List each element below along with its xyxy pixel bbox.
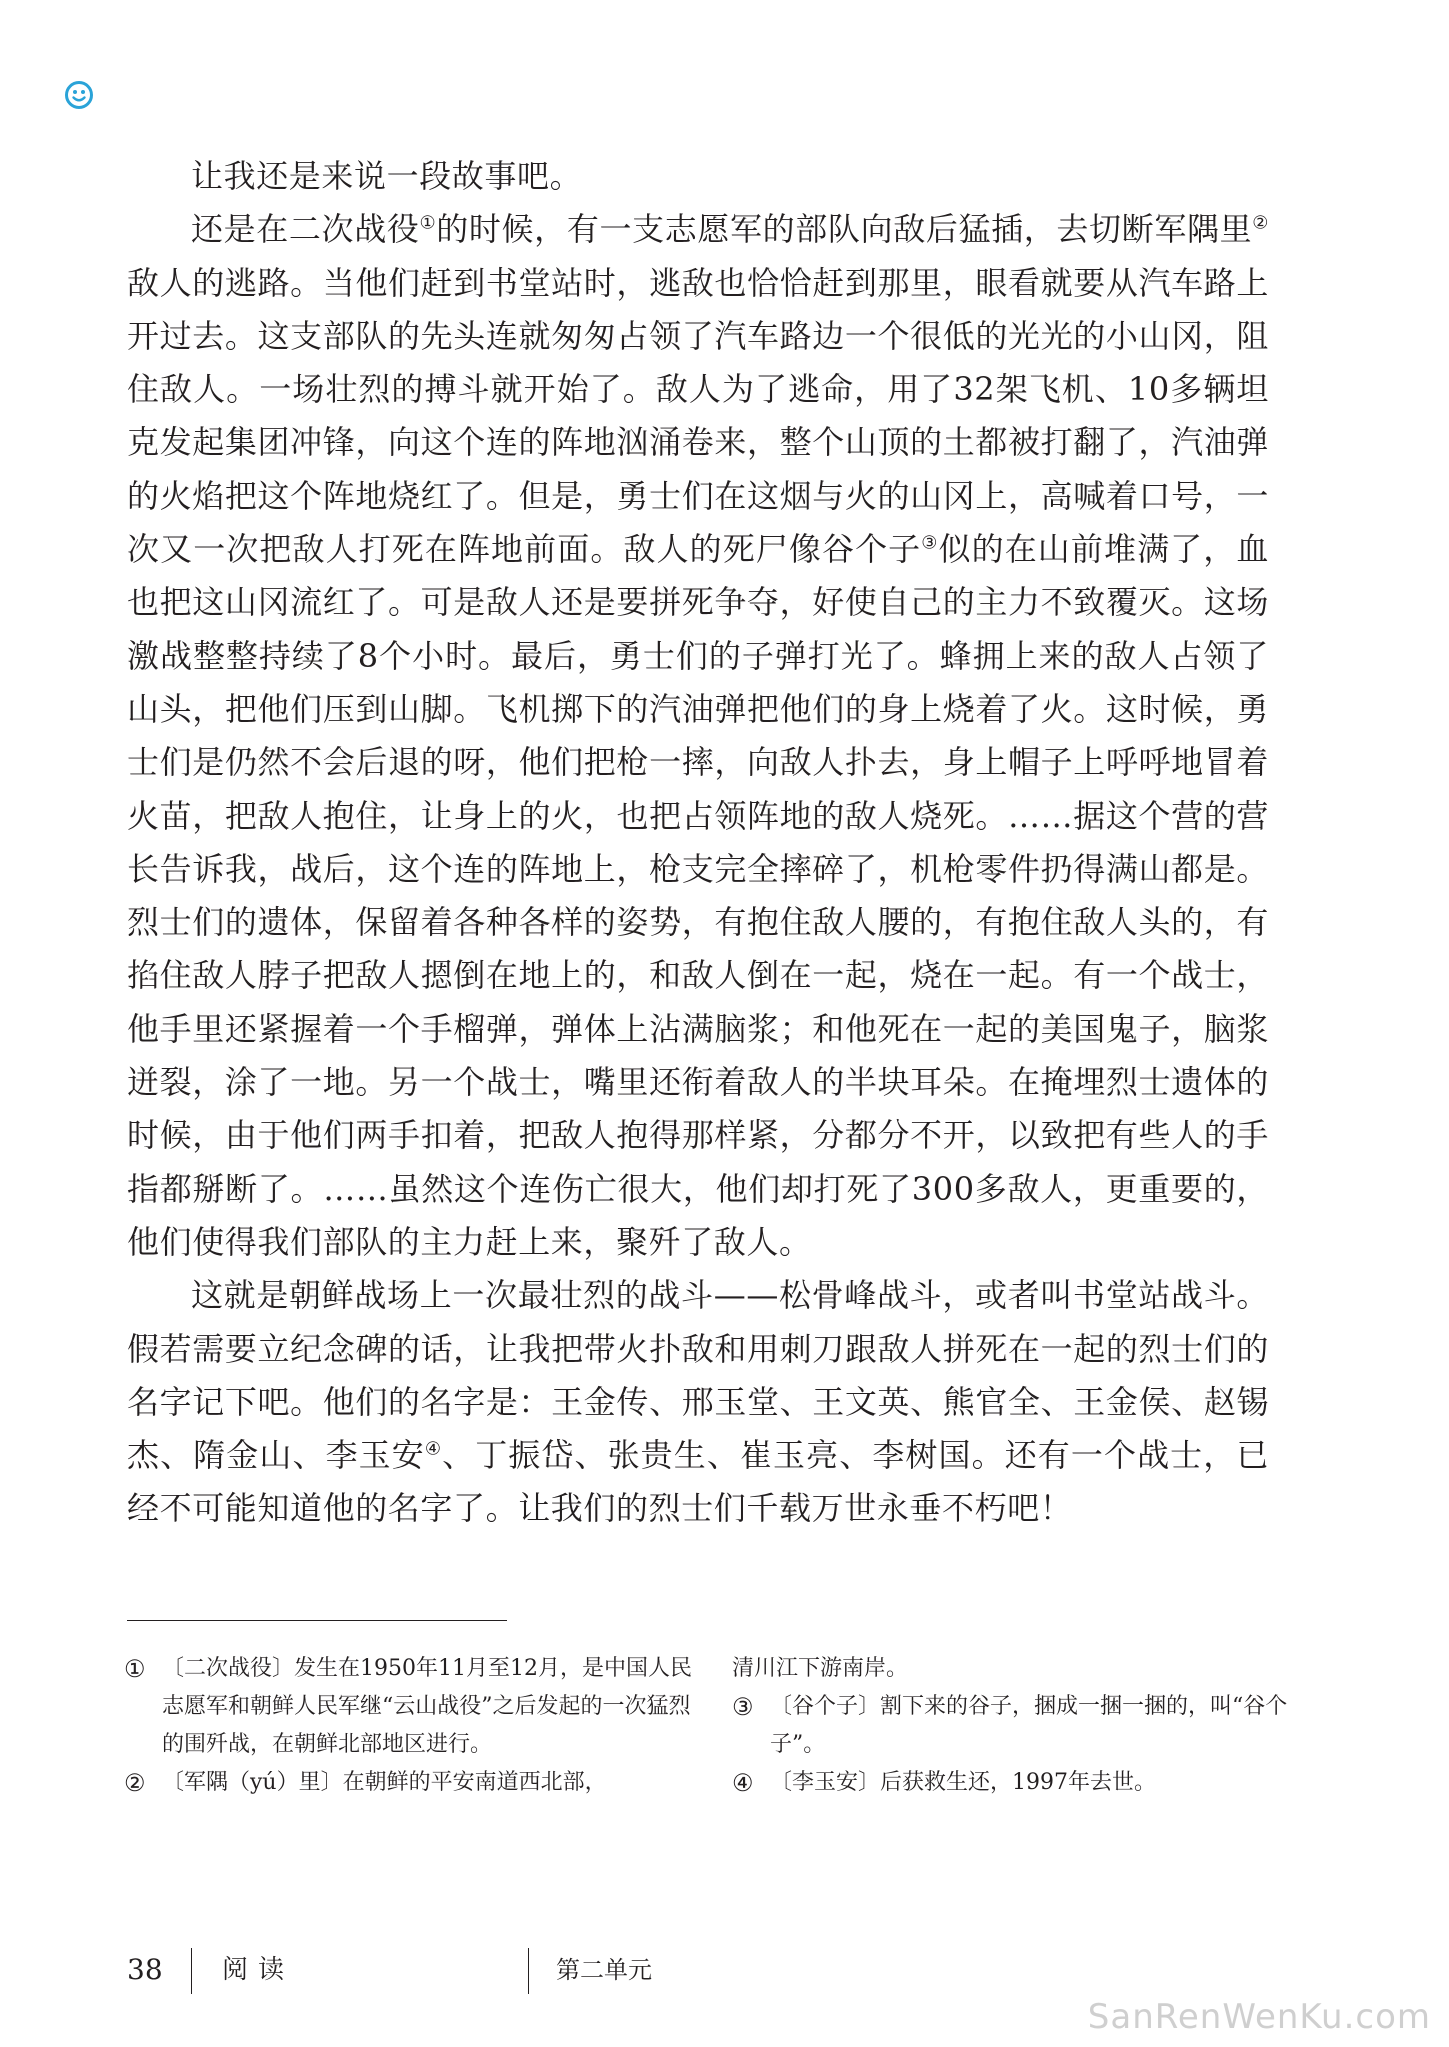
footnotes-left-column — [124, 1650, 694, 1802]
footnote-ref: ① — [419, 212, 437, 234]
footnote-ref: ④ — [424, 1438, 443, 1460]
paragraph-text: 、丁振岱、张贵生、崔玉亮、李树国。还有一个战士，已经不可能知道他的名字了。让我们的烈士们千载万世永垂不朽吧！ — [127, 1436, 1269, 1528]
footnote-mark: ③ — [732, 1693, 754, 1721]
footer-divider — [191, 1948, 192, 1994]
footnote — [732, 1688, 1302, 1764]
footnote-text: 〔军隅（yú）里〕在朝鲜的平安南道西北部， — [162, 1770, 607, 1795]
page-number: 38 — [127, 1953, 163, 1986]
smiley-icon — [64, 80, 94, 110]
footnote-text: 〔谷个子〕割下来的谷子，捆成一捆一捆的，叫“谷个子”。 — [770, 1694, 1288, 1757]
footnote-continuation: 清川江下游南岸。 — [732, 1656, 909, 1681]
footnote-divider — [127, 1620, 507, 1621]
paragraph-text: 的时候，有一支志愿军的部队向敌后猛插，去切断军隅里 — [436, 210, 1253, 249]
article-body — [127, 150, 1269, 1536]
paragraph-text: 还是在二次战役 — [191, 210, 420, 249]
footnote-ref: ② — [1252, 212, 1269, 234]
paragraph-text: 这就是朝鲜战场上一次最壮烈的战斗——松骨峰战斗，或者叫书堂站战斗。假若需要立纪念碑的话，让我把带火扑敌和用刺刀跟敌人拼死在一起的烈士们的名字记下吧。他们的名字是：王金传、邢玉堂、王文英、熊官全、王金侯、赵锡杰、隋金山、李玉安 — [127, 1276, 1269, 1475]
footnote — [124, 1650, 694, 1764]
footnote-text: 〔二次战役〕发生在1950年11月至12月，是中国人民志愿军和朝鲜人民军继“云山战役”之后发起的一次猛烈的围歼战，在朝鲜北部地区进行。 — [162, 1656, 692, 1757]
body-paragraph — [127, 203, 1269, 1269]
section-label: 阅读 — [222, 1955, 295, 1985]
body-paragraph — [127, 150, 1269, 203]
watermark: SanRenWenKu.com — [1087, 1997, 1431, 2037]
paragraph-text: 似的在山前堆满了，血也把这山冈流红了。可是敌人还是要拼死争夺，好使自己的主力不致覆灭。这场激战整整持续了8个小时。最后，勇士们的子弹打光了。蜂拥上来的敌人占领了山头，把他们压到山脚。飞机掷下的汽油弹把他们的身上烧着了火。这时候，勇士们是仍然不会后退的呀，他们把枪一摔，向敌人扑去，身上帽子上呼呼地冒着火苗，把敌人抱住，让身上的火，也把占领阵地的敌人烧死。……据这个营的营长告诉我，战后，这个连的阵地上，枪支完全摔碎了，机枪零件扔得满山都是。烈士们的遗体，保留着各种各样的姿势，有抱住敌人腰的，有抱住敌人头的，有掐住敌人脖子把敌人摁倒在地上的，和敌人倒在一起，烧在一起。有一个战士，他手里还紧握着一个手榴弹，弹体上沾满脑浆；和他死在一起的美国鬼子，脑浆迸裂，涂了一地。另一个战士，嘴里还衔着敌人的半块耳朵。在掩埋烈士遗体的时候，由于他们两手扣着，把敌人抱得那样紧，分都分不开，以致把有些人的手指都掰断了。……虽然这个连伤亡很大，他们却打死了300多敌人，更重要的，他们使得我们部队的主力赶上来，聚歼了敌人。 — [127, 530, 1269, 1261]
footnote-ref: ③ — [921, 532, 939, 554]
footnote-mark: ④ — [732, 1769, 754, 1797]
footnote-text: 〔李玉安〕后获救生还，1997年去世。 — [770, 1770, 1156, 1795]
body-paragraph — [127, 1269, 1269, 1535]
paragraph-text: 敌人的逃路。当他们赶到书堂站时，逃敌也恰恰赶到那里，眼看就要从汽车路上开过去。这支部队的先头连就匆匆占领了汽车路边一个很低的光光的小山冈，阻住敌人。一场壮烈的搏斗就开始了。敌人为了逃命，用了32架飞机、10多辆坦克发起集团冲锋，向这个连的阵地汹涌卷来，整个山顶的土都被打翻了，汽油弹的火焰把这个阵地烧红了。但是，勇士们在这烟与火的山冈上，高喊着口号，一次又一次把敌人打死在阵地前面。敌人的死尸像谷个子 — [127, 263, 1269, 569]
footnote — [732, 1764, 1302, 1802]
footnote — [124, 1764, 694, 1802]
footnote-mark: ① — [124, 1655, 146, 1683]
unit-label: 第二单元 — [556, 1956, 652, 1984]
footnote-mark: ② — [124, 1769, 146, 1797]
footer-divider — [528, 1948, 529, 1994]
footnotes-right-column — [732, 1650, 1302, 1802]
paragraph-text: 让我还是来说一段故事吧。 — [191, 157, 583, 195]
